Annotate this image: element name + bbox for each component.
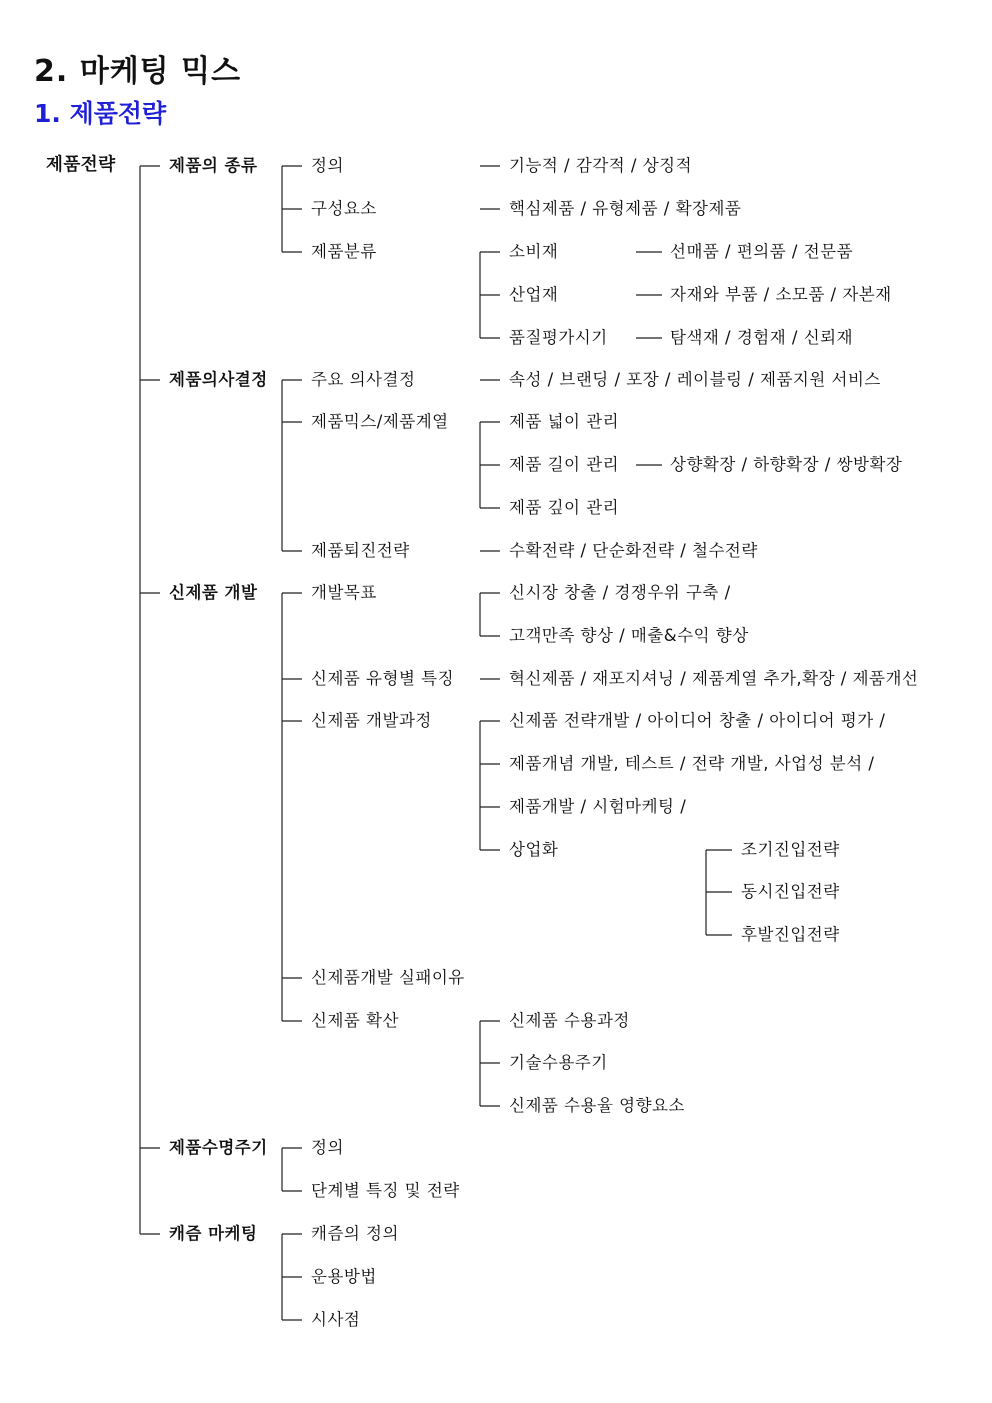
node-adoption-factors: 신제품 수용율 영향요소: [509, 1096, 685, 1115]
node-diffusion: 신제품 확산: [311, 1011, 399, 1030]
node-early-entry: 조기진입전략: [741, 840, 840, 859]
node-product-types: 제품의 종류: [169, 156, 258, 175]
node-implications: 시사점: [311, 1310, 361, 1329]
node-exit-strategy-values: 수확전략 / 단순화전략 / 철수전략: [509, 541, 758, 560]
node-classification: 제품분류: [311, 242, 377, 261]
section-heading: 2. 마케팅 믹스: [34, 54, 242, 89]
node-process-step-a: 신제품 전략개발 / 아이디어 창출 / 아이디어 평가 /: [509, 711, 886, 730]
node-length-management-values: 상향확장 / 하향확장 / 쌍방확장: [670, 455, 903, 474]
node-process-step-d: 상업화: [509, 840, 559, 859]
node-plc-definition: 정의: [311, 1138, 344, 1157]
node-consumer-goods-values: 선매품 / 편의품 / 전문품: [670, 242, 854, 261]
node-late-entry: 후발진입전략: [741, 925, 840, 944]
node-main-decision: 주요 의사결정: [311, 370, 416, 389]
node-product-mix: 제품믹스/제품계열: [311, 412, 449, 431]
node-consumer-goods: 소비재: [509, 242, 559, 261]
node-quality-evaluation-values: 탐색재 / 경험재 / 신뢰재: [670, 328, 854, 347]
node-new-product-dev: 신제품 개발: [169, 583, 258, 602]
node-product-decision: 제품의사결정: [169, 370, 268, 389]
node-width-management: 제품 넓이 관리: [509, 412, 620, 431]
node-type-features: 신제품 유형별 특징: [311, 669, 455, 688]
node-tech-adoption-cycle: 기술수용주기: [509, 1053, 608, 1072]
node-simultaneous-entry: 동시진입전략: [741, 882, 840, 901]
node-process-step-c: 제품개발 / 시험마케팅 /: [509, 797, 687, 816]
node-length-management: 제품 길이 관리: [509, 455, 620, 474]
node-dev-goal: 개발목표: [311, 583, 377, 602]
node-chasm-definition: 캐즘의 정의: [311, 1224, 399, 1243]
subsection-heading: 1. 제품전략: [34, 99, 167, 128]
node-quality-evaluation: 품질평가시기: [509, 328, 608, 347]
node-exit-strategy: 제품퇴진전략: [311, 541, 410, 560]
node-components-values: 핵심제품 / 유형제품 / 확장제품: [509, 199, 742, 218]
node-dev-process: 신제품 개발과정: [311, 711, 432, 730]
node-product-lifecycle: 제품수명주기: [169, 1138, 268, 1157]
node-chasm-marketing: 캐즘 마케팅: [169, 1224, 258, 1243]
node-industrial-goods-values: 자재와 부품 / 소모품 / 자본재: [670, 285, 892, 304]
node-process-step-b: 제품개념 개발, 테스트 / 전략 개발, 사업성 분석 /: [509, 754, 875, 773]
node-operation-method: 운용방법: [311, 1267, 377, 1286]
node-dev-goal-b: 고객만족 향상 / 매출&수익 향상: [509, 626, 749, 645]
tree-root: 제품전략: [46, 155, 116, 175]
node-definition: 정의: [311, 156, 344, 175]
node-dev-goal-a: 신시장 창출 / 경쟁우위 구축 /: [509, 583, 731, 602]
node-components: 구성요소: [311, 199, 377, 218]
node-type-features-values: 혁신제품 / 재포지셔닝 / 제품계열 추가,확장 / 제품개선: [509, 669, 919, 688]
node-stage-strategy: 단계별 특징 및 전략: [311, 1181, 460, 1200]
node-definition-values: 기능적 / 감각적 / 상징적: [509, 156, 693, 175]
node-failure-reasons: 신제품개발 실패이유: [311, 968, 465, 987]
node-depth-management: 제품 깊이 관리: [509, 498, 620, 517]
node-industrial-goods: 산업재: [509, 285, 559, 304]
node-main-decision-values: 속성 / 브랜딩 / 포장 / 레이블링 / 제품지원 서비스: [509, 370, 881, 389]
node-adoption-process: 신제품 수용과정: [509, 1011, 630, 1030]
